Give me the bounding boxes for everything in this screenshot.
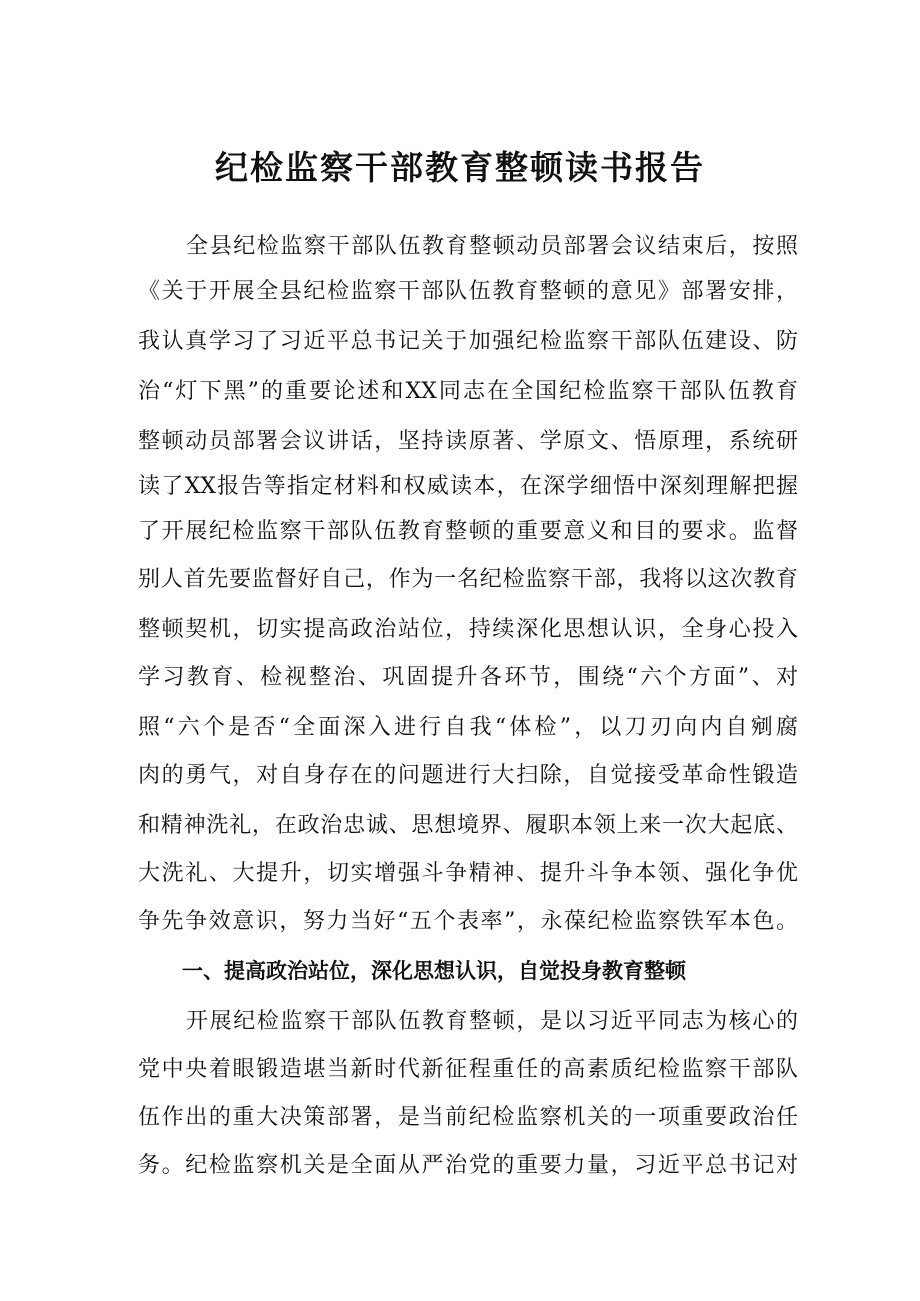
paragraph-line: 别人首先要监督好自己，作为一名纪检监察干部，我将以这次教育 [138, 567, 798, 592]
paragraph-line: 照“六个是否“全面深入进行自我“体检”，以刀刃向内自剜腐 [138, 715, 798, 740]
paragraph-line: 学习教育、检视整治、巩固提升各环节，围绕“六个方面”、对 [138, 665, 798, 690]
paragraph-line: 读了XX报告等指定材料和权威读本，在深学细悟中深刻理解把握 [138, 474, 798, 499]
paragraph-line: 党中央着眼锻造堪当新时代新征程重任的高素质纪检监察干部队 [138, 1057, 798, 1082]
paragraph-line: 全县纪检监察干部队伍教育整顿动员部署会议结束后，按照 [186, 234, 798, 259]
paragraph-line: 开展纪检监察干部队伍教育整顿，是以习近平同志为核心的 [186, 1009, 798, 1034]
paragraph-line: 《关于开展全县纪检监察干部队伍教育整顿的意见》部署安排， [138, 279, 798, 304]
paragraph-line: 我认真学习了习近平总书记关于加强纪检监察干部队伍建设、防 [138, 329, 798, 354]
paragraph-line: 整顿动员部署会议讲话，坚持读原著、学原文、悟原理，系统研 [138, 429, 798, 454]
paragraph-line: 肉的勇气，对自身存在的问题进行大扫除，自觉接受革命性锻造 [138, 763, 798, 788]
paragraph-line: 了开展纪检监察干部队伍教育整顿的重要意义和目的要求。监督 [138, 519, 798, 544]
paragraph-line: 大洗礼、大提升，切实增强斗争精神、提升斗争本领、强化争优 [138, 861, 798, 886]
paragraph-line: 务。纪检监察机关是全面从严治党的重要力量，习近平总书记对 [138, 1153, 798, 1178]
paragraph-line: 和精神洗礼，在政治忠诚、思想境界、履职本领上来一次大起底、 [138, 813, 798, 838]
paragraph-line: 治“灯下黑”的重要论述和XX同志在全国纪检监察干部队伍教育 [138, 379, 798, 404]
paragraph-line: 伍作出的重大决策部署，是当前纪检监察机关的一项重要政治任 [138, 1105, 798, 1130]
paragraph-line: 争先争效意识，努力当好“五个表率”，永葆纪检监察铁军本色。 [138, 909, 798, 934]
document-title: 纪检监察干部教育整顿读书报告 [215, 148, 705, 187]
paragraph-line: 整顿契机，切实提高政治站位，持续深化思想认识，全身心投入 [138, 617, 798, 642]
section-heading: 一、提高政治站位，深化思想认识，自觉投身教育整顿 [182, 959, 686, 983]
